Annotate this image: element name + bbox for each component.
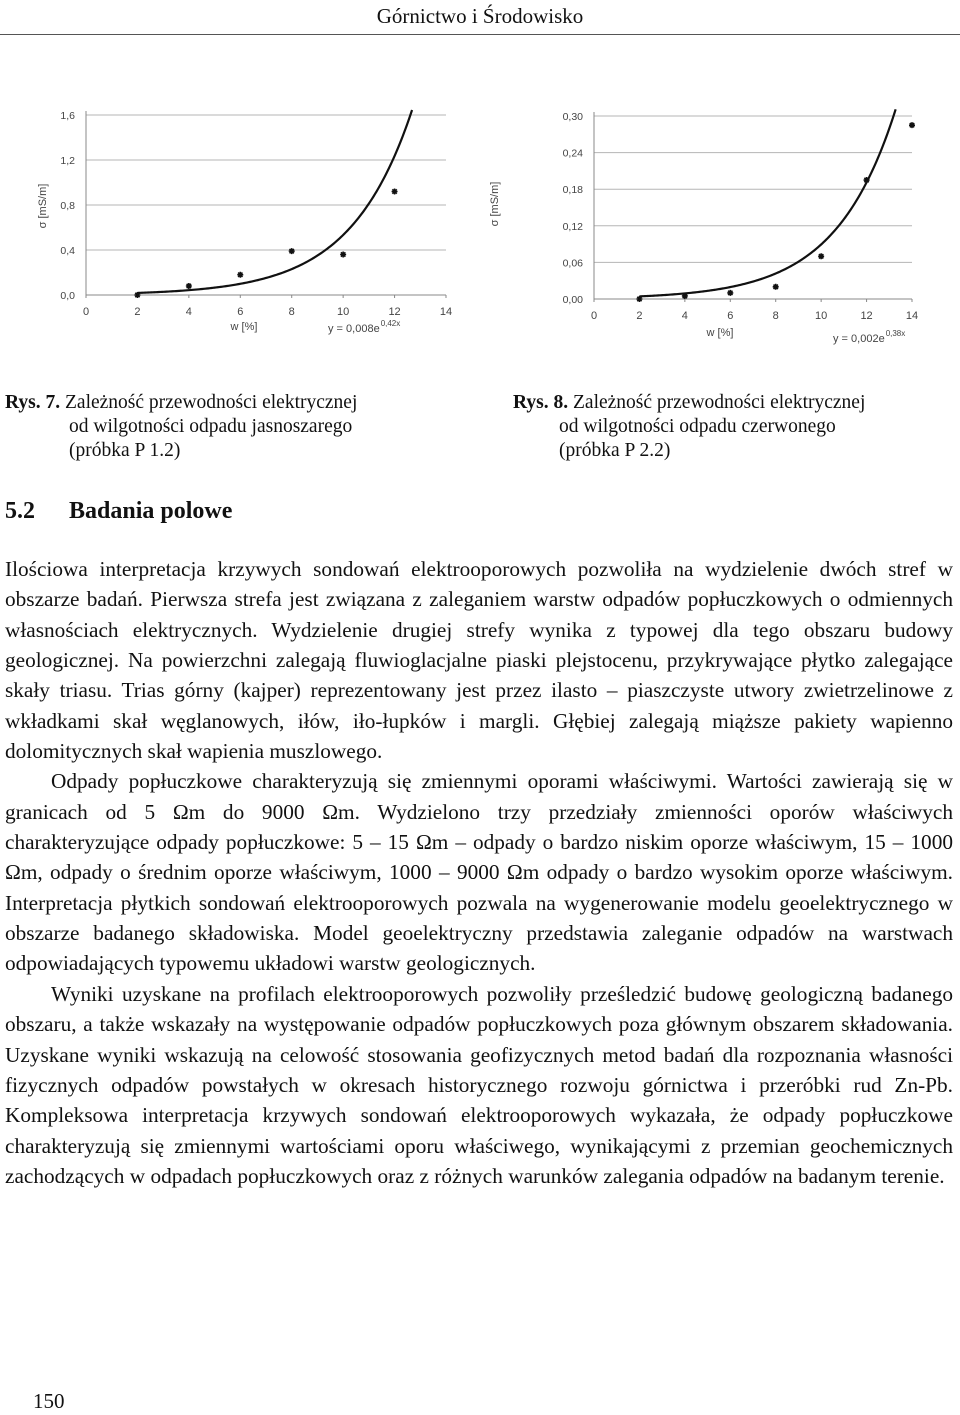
- body-text: [5, 554, 953, 1191]
- x-tick-label: 2: [636, 310, 643, 322]
- x-tick-label: 6: [237, 306, 244, 318]
- x-axis-label: w [%]: [706, 327, 734, 339]
- trend-curve: [639, 109, 895, 296]
- y-tick-label: 0,00: [562, 294, 583, 306]
- section-number: 5.2: [5, 498, 35, 524]
- x-tick-label: 10: [815, 310, 828, 322]
- figure-7-chart: [0, 92, 480, 352]
- data-point: [134, 292, 140, 298]
- figure-7-caption-line-3: (próbka P 1.2): [69, 440, 181, 461]
- data-point: [864, 177, 870, 183]
- figure-8-caption-line-1: Zależność przewodności elektrycznej: [573, 392, 866, 413]
- data-point: [727, 290, 733, 296]
- trend-curve: [137, 110, 412, 293]
- y-tick-label: 0,24: [562, 147, 583, 160]
- data-point: [818, 253, 824, 259]
- paragraph-2: Odpady popłuczkowe charakteryzują się zmiennymi oporami właściwymi. Wartości zawierają się w granicach od 5 Ωm do 9000 Ωm. Wydzielono trzy przedziały zmienności oporów właściwych charakteryzujące odpady popłuczkowe: 5 – 15 Ωm – odpady o bardzo niskim oporze właściwym, 15 – 1000 Ωm, odpady o średnim oporze właściwym, 1000 – 9000 Ωm odpady o bardzo wysokim oporze właściwym. Interpretacja płytkich sondowań elektrooporowych pozwala na wygenerowanie modelu geoelektrycznego w obszarze badanego składowiska. Model geoelektryczny przedstawia zaleganie odpadów na warstwach odpowiadających typowemu układowi warstw geologicznych.: [5, 769, 953, 976]
- data-point: [392, 189, 398, 195]
- figure-8-chart: [480, 92, 960, 354]
- fit-equation: y = 0,002e: [833, 333, 885, 345]
- x-tick-label: 14: [905, 310, 919, 322]
- x-tick-label: 10: [337, 306, 350, 318]
- data-point: [773, 284, 779, 290]
- section-title: Badania polowe: [69, 498, 233, 524]
- figure-7-caption-line-2: od wilgotności odpadu jasnoszarego: [69, 416, 353, 437]
- fit-equation: y = 0,008e: [328, 323, 380, 335]
- x-axis-label: w [%]: [230, 321, 258, 333]
- figure-7-label: Rys. 7.: [5, 392, 61, 413]
- figure-8-label: Rys. 8.: [513, 392, 569, 413]
- data-point: [237, 272, 243, 278]
- x-tick-label: 0: [82, 306, 90, 318]
- y-tick-label: 0,8: [60, 200, 75, 212]
- journal-title: Górnictwo i Środowisko: [376, 4, 584, 28]
- x-tick-label: 6: [727, 310, 734, 322]
- x-tick-label: 4: [185, 306, 192, 318]
- figure-8-caption-line-2: od wilgotności odpadu czerwonego: [559, 416, 836, 437]
- data-point: [289, 248, 295, 254]
- y-tick-label: 0,0: [60, 290, 75, 302]
- y-axis-label: σ [mS/m]: [489, 181, 501, 227]
- y-tick-label: 1,6: [60, 110, 75, 122]
- y-tick-label: 0,30: [562, 111, 583, 123]
- x-tick-label: 12: [388, 306, 401, 318]
- data-point: [186, 283, 192, 289]
- paragraph-3: Wyniki uzyskane na profilach elektrooporowych pozwoliły prześledzić budowę geologiczną badanego obszaru, a także wskazały na występowanie odpadów popłuczkowych poza głównym obszarem składowania. Uzyskane wyniki wskazują na celowość stosowania geofizycznych metod badań dla rozpoznania własności fizycznych odpadów powstałych w okresach historycznego rozwoju górnictwa i przeróbki rud Zn-Pb. Kompleksowa interpretacja krzywych sondowań elektrooporowych wykazała, że odpady popłuczkowe charakteryzują się zmiennymi wartościami oporu właściwego, wynikającymi z przemian geochemicznych zachodzących w odpadach popłuczkowych oraz z różnych warunków zalegania odpadów na badanym terenie.: [5, 981, 953, 1188]
- data-point: [909, 122, 915, 128]
- y-tick-label: 0,06: [562, 257, 583, 270]
- x-tick-label: 8: [772, 310, 779, 322]
- data-point: [636, 296, 642, 302]
- figure-8-caption-line-3: (próbka P 2.2): [559, 440, 671, 461]
- data-point: [682, 293, 688, 299]
- fit-exponent: 0,42x: [380, 319, 401, 328]
- x-tick-label: 12: [860, 310, 873, 322]
- figure-7-caption-line-1: Zależność przewodności elektrycznej: [65, 392, 358, 413]
- section-heading: [5, 496, 232, 526]
- data-point: [340, 252, 346, 258]
- x-tick-label: 8: [288, 306, 295, 318]
- y-tick-label: 0,18: [562, 184, 583, 197]
- x-tick-label: 0: [590, 310, 598, 322]
- y-axis-label: σ [mS/m]: [37, 183, 49, 229]
- y-tick-label: 0,12: [562, 220, 583, 233]
- page-number: 150: [33, 1389, 65, 1413]
- paragraph-1: Ilościowa interpretacja krzywych sondowań elektrooporowych pozwoliła na wydzielenie dwóch stref w obszarze badań. Pierwsza strefa jest związana z zaleganiem warstw odpadów popłuczkowych o odmiennych własnościach elektrycznych. Wydzielenie drugiej strefy wynika z typowej dla tego obszaru budowy geologicznej. Na powierzchni zalegają fluwioglacjalne piaski plejstocenu, przykrywające płytko zalegające skały triasu. Trias górny (kajper) reprezentowany jest przez ilasto – piaszczyste utwory zwietrzelinowe z wkładkami skał węglanowych, iłów, iło-łupków i margli. Głębiej zalegają miąższe pakiety wapienno dolomitycznych skał wapienia muszlowego.: [5, 557, 953, 764]
- x-tick-label: 2: [134, 306, 141, 318]
- x-tick-label: 4: [681, 310, 688, 322]
- y-tick-label: 0,4: [60, 245, 75, 257]
- x-tick-label: 14: [439, 306, 453, 318]
- figure-8-caption: [513, 391, 865, 463]
- y-tick-label: 1,2: [60, 155, 75, 167]
- running-header: [0, 0, 960, 35]
- fit-exponent: 0,38x: [885, 329, 906, 338]
- figure-7-caption: [5, 391, 357, 463]
